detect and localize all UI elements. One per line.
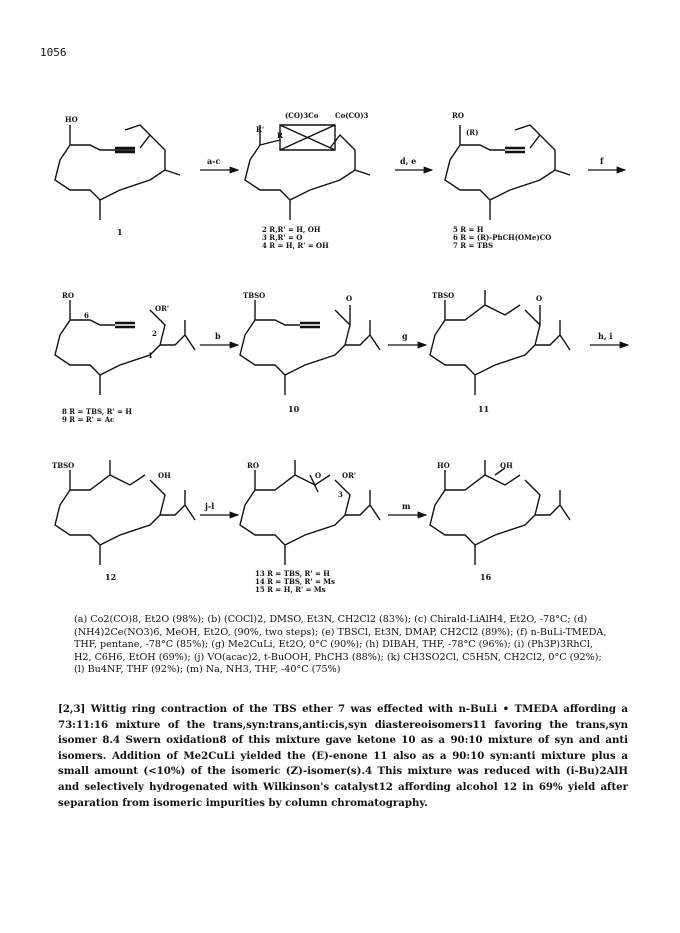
group-5-7-0: RO	[452, 111, 464, 120]
group-2-4-2: R'	[256, 125, 264, 134]
compound-13-15-sub-2: 15 R = H, R' = Ms	[255, 585, 326, 594]
body-paragraph: [2,3] Wittig ring contraction of the TBS ether 7 was effected with n-BuLi • TMEDA affording a 73:11:16 mixture of the trans,syn:trans,anti:cis,syn diastereoisomers11 favoring the trans,syn isomer 8.4 Swern oxidation8 of this mixture gave ketone 10 as a 90:10 mixture of syn and anti isomers. Addition of Me2CuLi yielded the (E)-enone 11 also as a 90:10 syn:anti mixture plus a small amount (<10%) of the isomeric (Z)-isomer(s).4 This mixture was reduced with (i-Bu)2AlH and selectively hydrogenated with Wilkinson's catalyst12 affording alcohol 12 in 69% yield after separation from isomeric impurities by column chromatography.	[58, 703, 628, 809]
group-8-9-4: 1	[148, 351, 153, 360]
group-8-9-3: 2	[152, 329, 157, 338]
compound-8-9	[55, 300, 195, 395]
group-2-4-3: R	[277, 131, 283, 140]
group-13-15-1: O	[315, 471, 322, 480]
group-1-0: HO	[65, 115, 78, 124]
group-2-4-0: (CO)3Co	[285, 111, 319, 120]
group-10-0: TBSO	[243, 291, 266, 300]
group-16-0: HO	[437, 461, 450, 470]
group-8-9-1: OR'	[155, 304, 170, 313]
compound-2-4	[245, 125, 370, 220]
reagent-m: m	[402, 501, 411, 511]
group-11-0: TBSO	[432, 291, 455, 300]
compound-2-4-sub-1: 3 R,R' = O	[262, 233, 303, 242]
compound-label-10: 10	[288, 404, 300, 414]
compound-11	[430, 290, 570, 395]
group-2-4-1: Co(CO)3	[335, 111, 369, 120]
compound-13-15	[240, 460, 380, 565]
group-5-7-1: (R)	[466, 128, 479, 137]
compound-2-4-sub-2: 4 R = H, R' = OH	[262, 241, 329, 250]
reagent-a-c: a-c	[207, 156, 221, 166]
compound-8-9-sub-0: 8 R = TBS, R' = H	[62, 407, 132, 416]
reagent-d-e: d, e	[400, 156, 417, 166]
compound-10	[240, 300, 380, 395]
group-13-15-3: 3	[338, 490, 343, 499]
group-12-0: TBSO	[52, 461, 75, 470]
compound-5-7	[445, 125, 570, 220]
compound-2-4-sub-0: 2 R,R' = H, OH	[262, 225, 321, 234]
group-12-1: OH	[158, 471, 171, 480]
group-13-15-2: OR'	[342, 471, 357, 480]
compound-12	[55, 460, 195, 565]
reagent-b: b	[215, 331, 221, 341]
page-number: 1056	[40, 46, 67, 59]
reagent-h-i: h, i	[598, 331, 613, 341]
compound-5-7-sub-0: 5 R = H	[453, 225, 484, 234]
group-16-1: OH	[500, 461, 513, 470]
compound-5-7-sub-2: 7 R = TBS	[453, 241, 494, 250]
reagent-f: f	[600, 156, 604, 166]
compound-1	[55, 125, 180, 220]
group-11-1: O	[536, 294, 543, 303]
group-8-9-2: 6	[84, 311, 89, 320]
compound-label-12: 12	[105, 572, 117, 582]
compound-8-9-sub-1: 9 R = R' = Ac	[62, 415, 115, 424]
reaction-conditions: (a) Co2(CO)8, Et2O (98%); (b) (COCl)2, DMSO, Et3N, CH2Cl2 (83%); (c) Chirald-LiAlH4, Et2O, -78°C; (d) (NH4)2Ce(NO3)6, MeOH, Et2O, (90%, two steps); (e) TBSCl, Et3N, DMAP, CH2Cl2 (89%); (f) n-BuLi-TMEDA, THF, pentane, -78°C (85%); (g) Me2CuLi, Et2O, 0°C (90%); (h) DIBAH, THF, -78°C (96%); (i) (Ph3P)3RhCl, H2, C6H6, EtOH (69%); (j) VO(acac)2, t-BuOOH, PhCH3 (88%); (k) CH3SO2Cl, C5H5N, CH2Cl2, 0°C (92%); (l) Bu4NF, THF (92%); (m) Na, NH3, THF, -40°C (75%)	[74, 614, 607, 676]
reagent-j-l: j-l	[205, 501, 215, 511]
compound-13-15-sub-0: 13 R = TBS, R' = H	[255, 569, 330, 578]
group-13-15-0: RO	[247, 461, 259, 470]
compound-label-16: 16	[480, 572, 492, 582]
compound-13-15-sub-1: 14 R = TBS, R' = Ms	[255, 577, 335, 586]
compound-label-1: 1	[117, 227, 123, 237]
group-10-1: O	[346, 294, 353, 303]
compound-16	[430, 460, 570, 565]
reagent-g: g	[402, 331, 408, 341]
compound-5-7-sub-1: 6 R = (R)-PhCH(OMe)CO	[453, 233, 552, 242]
compound-label-11: 11	[478, 404, 490, 414]
group-8-9-0: RO	[62, 291, 74, 300]
